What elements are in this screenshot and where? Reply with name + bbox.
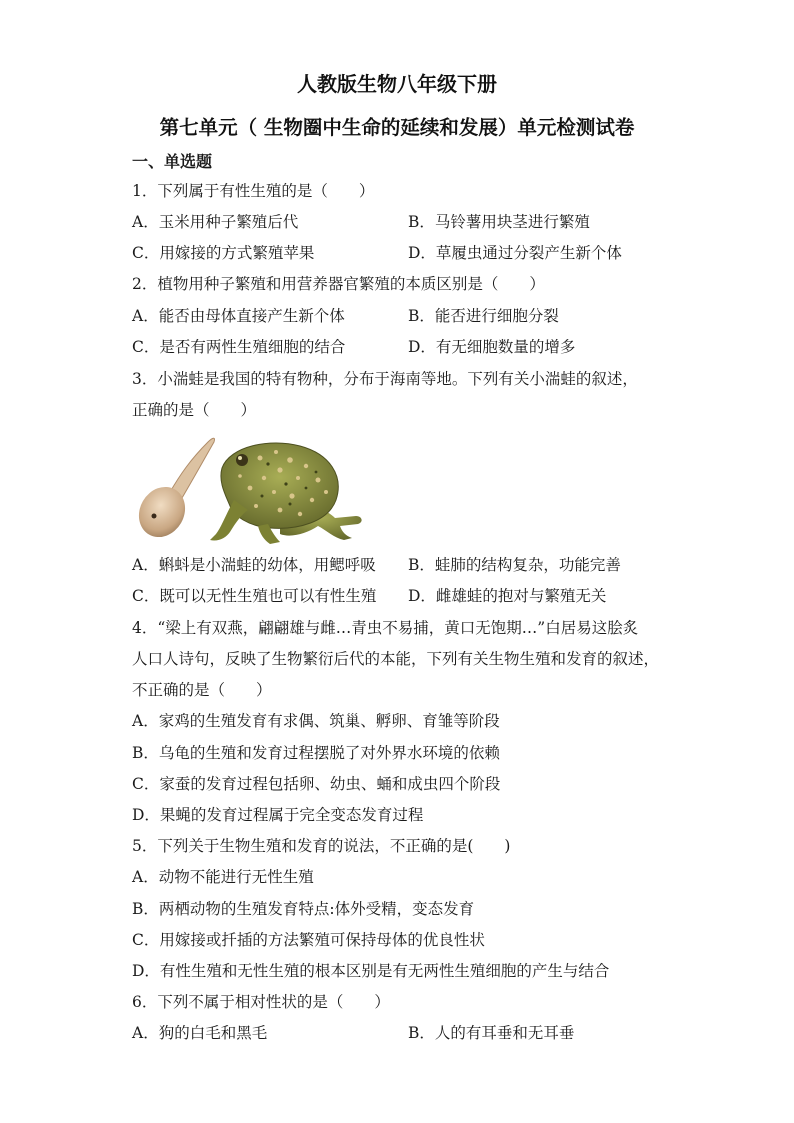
section-heading: 一、单选题 bbox=[132, 152, 213, 171]
question-1-option-c: C．用嫁接的方式繁殖苹果 bbox=[132, 244, 315, 262]
document-subtitle: 第七单元（ 生物圈中生命的延续和发展）单元检测试卷 bbox=[159, 116, 635, 139]
question-5-option-d: D．有性生殖和无性生殖的根本区别是有无两性生殖细胞的产生与结合 bbox=[132, 962, 610, 980]
question-1-stem: 1．下列属于有性生殖的是（ ） bbox=[132, 182, 375, 200]
question-4-stem-line-3: 不正确的是（ ） bbox=[132, 681, 272, 699]
tadpole-icon bbox=[130, 438, 215, 545]
question-2-option-b: B．能否进行细胞分裂 bbox=[408, 307, 559, 325]
question-4-stem-line-1: 4．“梁上有双燕，翩翩雄与雌…青虫不易捕，黄口无饱期…”白居易这脍炙 bbox=[132, 619, 639, 637]
frog-icon bbox=[210, 443, 362, 544]
question-4-option-a: A．家鸡的生殖发育有求偶、筑巢、孵卵、育雏等阶段 bbox=[132, 712, 500, 730]
question-4-stem-line-2: 人口人诗句，反映了生物繁衍后代的本能，下列有关生物生殖和发育的叙述， bbox=[132, 650, 660, 668]
question-4-option-c: C．家蚕的发育过程包括卵、幼虫、蛹和成虫四个阶段 bbox=[132, 775, 501, 793]
question-3-stem-line-2: 正确的是（ ） bbox=[132, 401, 257, 419]
question-6-stem: 6．下列不属于相对性状的是（ ） bbox=[132, 993, 390, 1011]
question-3-option-c: C．既可以无性生殖也可以有性生殖 bbox=[132, 587, 377, 605]
question-3-option-a: A．蝌蚪是小湍蛙的幼体，用鳃呼吸 bbox=[132, 556, 376, 574]
question-5-option-a: A．动物不能进行无性生殖 bbox=[132, 868, 314, 886]
question-2-option-d: D．有无细胞数量的增多 bbox=[408, 338, 576, 356]
question-3-option-b: B．蛙肺的结构复杂，功能完善 bbox=[408, 556, 621, 574]
question-6-option-a: A．狗的白毛和黑毛 bbox=[132, 1024, 268, 1042]
question-5-option-b: B．两栖动物的生殖发育特点:体外受精，变态发育 bbox=[132, 900, 475, 918]
question-2-stem: 2．植物用种子繁殖和用营养器官繁殖的本质区别是（ ） bbox=[132, 275, 545, 293]
question-6-option-b: B．人的有耳垂和无耳垂 bbox=[408, 1024, 575, 1042]
question-1-option-b: B．马铃薯用块茎进行繁殖 bbox=[408, 213, 590, 231]
question-2-option-c: C．是否有两性生殖细胞的结合 bbox=[132, 338, 346, 356]
question-4-option-b: B．乌龟的生殖和发育过程摆脱了对外界水环境的依赖 bbox=[132, 744, 500, 762]
question-5-stem: 5．下列关于生物生殖和发育的说法，不正确的是( ) bbox=[132, 837, 511, 855]
document-title: 人教版生物八年级下册 bbox=[297, 72, 497, 96]
question-4-option-d: D．果蝇的发育过程属于完全变态发育过程 bbox=[132, 806, 424, 824]
question-1-option-d: D．草履虫通过分裂产生新个体 bbox=[408, 244, 622, 262]
question-2-option-a: A．能否由母体直接产生新个体 bbox=[132, 307, 345, 325]
question-1-option-a: A．玉米用种子繁殖后代 bbox=[132, 213, 299, 231]
question-3-option-d: D．雌雄蛙的抱对与繁殖无关 bbox=[408, 587, 607, 605]
tadpole-and-frog-illustration bbox=[130, 430, 380, 545]
question-3-stem-line-1: 3．小湍蛙是我国的特有物种，分布于海南等地。下列有关小湍蛙的叙述， bbox=[132, 370, 638, 388]
question-5-option-c: C．用嫁接或扦插的方法繁殖可保持母体的优良性状 bbox=[132, 931, 485, 949]
